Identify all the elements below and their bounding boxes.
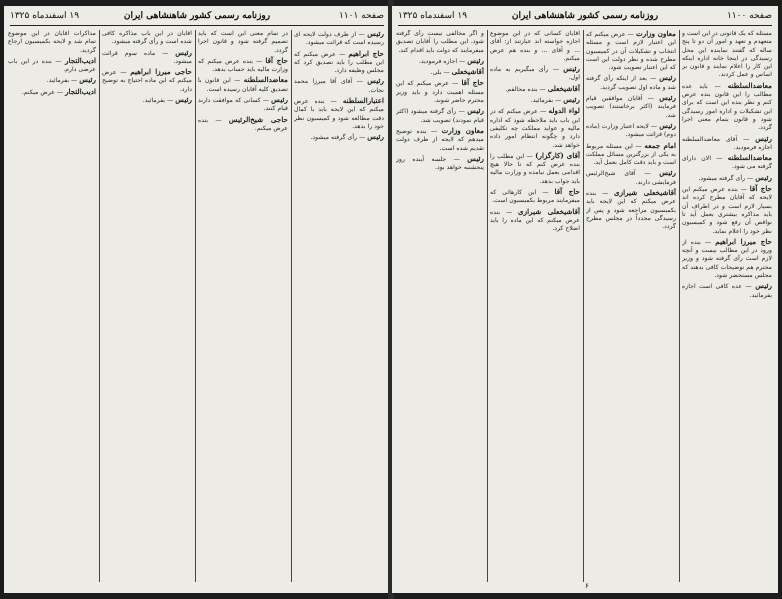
speech-entry	[490, 208, 580, 234]
column-divider	[583, 30, 584, 582]
speech-text: این مسئله مربوط به یکی از بزرگترین مسائل مملکت است و باید دقت کامل بعمل آید.	[586, 142, 676, 167]
speech-entry	[102, 68, 192, 94]
speech-text: اجازه فرمودید.	[418, 57, 458, 65]
speaker-separator: —	[648, 122, 660, 130]
speaker-separator: —	[165, 97, 176, 105]
speaker-name: رئیس	[659, 120, 676, 130]
speech-entry	[682, 238, 772, 280]
page-number: صفحه ۱۱۰۰	[726, 11, 772, 21]
speaker-name: رئیس	[271, 95, 288, 105]
speaker-separator: —	[456, 108, 468, 116]
speech-text: کسانی که موافقت دارند قیام کنند.	[198, 97, 288, 113]
speaker-name: ادیب‌التجار	[65, 86, 96, 96]
speaker-separator: —	[524, 152, 536, 160]
speaker-name: آقای (کارگزار)	[535, 150, 580, 160]
speech-text: عرض میکنم که این مطلب را باید تصدیق کرد که مجلس وظیفه دارد.	[294, 50, 384, 75]
speaker-name: معاضدالسلطنه	[727, 153, 772, 163]
speaker-name: لواء الدوله	[548, 106, 580, 116]
speaker-separator: —	[69, 77, 80, 85]
speaker-name: رئیس	[367, 76, 384, 86]
speech-text: آقایان کسانی که در این موضوع اجازه خواسته اند عبارتند از: آقای ... و آقای ... و بنده هم عرض میکنم.	[490, 30, 580, 62]
speech-text: رأی میگیریم به ماده اول.	[490, 66, 580, 82]
speech-text: این قانون با تصدیق کلیه آقایان رسیده است.	[198, 77, 288, 93]
speaker-separator: —	[457, 57, 468, 65]
speech-text: بنده عرض میکنم که وزارت مالیه باید حساب بدهد.	[198, 57, 288, 74]
speech-entry	[396, 30, 484, 55]
speaker-separator: —	[446, 155, 468, 163]
speech-text: بنده عرض میکنم.	[198, 116, 288, 132]
speech-text: بنده مخالفم.	[505, 85, 538, 93]
speaker-name: رئیس	[755, 281, 772, 291]
speech-text: عده کافی است اجازه بفرمائید.	[682, 283, 772, 299]
speech-text: بنده در این باب عرضی دارم.	[8, 57, 96, 74]
speech-entry	[682, 185, 772, 236]
speech-entry	[682, 282, 772, 300]
speech-entry	[294, 77, 384, 95]
speech-entry	[198, 96, 288, 114]
speech-text: در تمام معنی این است که باید تصمیم گرفته شود و قانون اجرا گردد.	[198, 30, 288, 54]
column-divider	[679, 30, 680, 582]
speaker-name: معاضدالسلطنه	[727, 80, 772, 90]
speaker-separator: —	[737, 186, 750, 194]
speaker-separator: —	[448, 80, 462, 88]
page-header	[10, 9, 384, 26]
speech-entry	[396, 79, 484, 105]
speech-text: رأی گرفته میشود.	[310, 134, 358, 142]
speaker-name: امام جمعه	[644, 140, 676, 150]
speaker-name: رئیس	[467, 153, 484, 163]
column-divider	[195, 30, 196, 582]
speaker-name: رئیس	[563, 64, 580, 74]
speaker-name: حاج آقا	[554, 187, 580, 197]
speaker-separator: —	[700, 238, 716, 246]
speaker-separator: —	[54, 88, 66, 96]
speech-text: رأی گرفته میشود (اکثر قیام نمودند) تصویب شد.	[396, 108, 484, 124]
speech-entry	[198, 30, 288, 55]
speaker-name: حاج میرزا ابراهیم	[715, 236, 772, 246]
speaker-name: رئیس	[563, 95, 580, 105]
speech-text: الان دارای گرفته می شود.	[682, 155, 772, 171]
speaker-name: آقاشیخعلی	[547, 83, 580, 93]
speech-text: بفرمائید.	[142, 97, 166, 105]
speech-entry	[396, 155, 484, 173]
speech-entry	[8, 30, 96, 55]
speaker-separator: —	[548, 66, 564, 74]
speech-entry	[490, 96, 580, 105]
speech-entry	[490, 65, 580, 83]
speech-entry	[682, 154, 772, 172]
speech-entry	[102, 49, 192, 67]
speaker-name: آقاشیخعلی شیرازی	[614, 188, 676, 198]
column-divider	[99, 30, 100, 582]
speech-entry	[490, 85, 580, 94]
speech-text: بنده عرض میکنم که این لایحه باید با کمال دقت مطالعه شود و کمیسیون نظر خود را بدهد.	[294, 98, 384, 130]
column-divider	[291, 30, 292, 582]
speaker-separator: —	[635, 170, 660, 178]
speaker-separator: —	[646, 75, 660, 83]
speech-text: عرض میکنم که این ماده احتیاج به توضیح دارد.	[102, 69, 192, 93]
speech-entry	[8, 76, 96, 85]
column-divider	[487, 30, 488, 582]
speaker-separator: —	[537, 85, 548, 93]
speaker-name: رئیس	[79, 75, 96, 85]
speaker-name: حاجی میرزا ابراهیم	[130, 67, 192, 77]
speech-entry	[294, 97, 384, 131]
speaker-separator: —	[335, 50, 349, 58]
speech-entry	[396, 68, 484, 77]
speech-text: آقایان در این باب مذاکره کافی شده است و رأی گرفته میشود.	[102, 30, 192, 46]
speaker-name: معاضدالسلطنه	[243, 75, 288, 85]
speech-text: عرض میکنم.	[21, 88, 55, 96]
speaker-separator: —	[500, 208, 519, 216]
speaker-separator: —	[116, 69, 131, 77]
page-number: صفحه ۱۱۰۱	[338, 11, 384, 21]
speech-text: عرض میکنم که این مسئله اهمیت دارد و باید وزیر محترم حاضر شوند.	[396, 80, 484, 105]
speaker-name: آقاشیخعلی شیرازی	[518, 206, 580, 216]
speaker-separator: —	[737, 135, 756, 143]
speech-entry	[682, 30, 772, 80]
speech-text: بفرمائید.	[46, 77, 70, 85]
speech-text: رأی گرفته میشود.	[698, 174, 746, 182]
speaker-name: ادیب‌التجار	[65, 55, 96, 65]
speech-text: ماده سوم قرائت میشود.	[102, 49, 192, 65]
speech-entry	[198, 76, 288, 94]
speaker-separator: —	[711, 155, 728, 163]
speaker-separator: —	[632, 142, 645, 150]
speech-entry	[586, 142, 676, 168]
speaker-separator: —	[252, 57, 266, 65]
page-footer-number: ۶	[585, 582, 589, 590]
issue-date: ۱۹ اسفندماه ۱۳۲۵	[398, 11, 468, 21]
speaker-separator: —	[441, 69, 452, 77]
speech-text: آقای شیخ‌الرئیس فرمایشی دارند.	[586, 170, 676, 186]
speech-text: مذاکرات آقایان در این موضوع تمام شد و لایحه بکمیسیون ارجاع گردید.	[8, 30, 96, 54]
speaker-name: حاج آقا	[749, 184, 772, 194]
speaker-name: حاج آقا	[265, 55, 288, 65]
speaker-separator: —	[230, 77, 244, 85]
column-1	[682, 30, 772, 582]
speech-text: بنده عرض میکنم که این ماده را باید اصلاح کرد.	[490, 208, 580, 233]
speaker-separator: —	[51, 57, 66, 65]
speaker-name: رئیس	[755, 172, 772, 182]
speaker-separator: —	[642, 95, 660, 103]
speaker-name: معاون وزارت	[635, 30, 676, 38]
speaker-separator: —	[155, 49, 176, 57]
speaker-separator: —	[426, 127, 442, 135]
speaker-separator: —	[324, 98, 343, 106]
speech-entry	[198, 116, 288, 134]
column-3	[102, 30, 192, 582]
speech-text: آقایان موافقین قیام فرمایند (اکثر برخاستند) تصویب شد.	[586, 95, 676, 119]
speech-entry	[490, 152, 580, 186]
right-page	[392, 6, 778, 593]
speaker-separator: —	[596, 190, 615, 198]
speech-text: بنده عرض میکنم این لایحه که آقایان مطرح کرده اند بسیار لازم است و در اطراف آن باید مذاکره بیشتری بعمل آید تا نواقص آن رفع شود و کمیسیون نظر خود را اعلام نماید.	[682, 186, 772, 235]
speaker-name: حاج ابراهیم	[348, 48, 384, 58]
speaker-separator: —	[745, 174, 756, 182]
speech-text: از طرف دولت لایحه ای رسیده است که قرائت میشود.	[294, 31, 384, 47]
speech-text: عرض میکنم که این اعتبار لازم است و مسئله انتخاب و تشکیلات آن در کمیسیون مطرح شده و نظر دولت این است که این اعتبار تصویب شود.	[586, 31, 676, 72]
speaker-separator: —	[260, 97, 272, 105]
speaker-name: آقاشیخعلی	[451, 67, 484, 77]
speaker-name: رئیس	[755, 133, 772, 143]
speech-text: آقای آقا میرزا محمد نجات.	[294, 78, 384, 94]
speech-entry	[586, 30, 676, 72]
speech-text: و اگر مخالفی نیست رأی گرفته شود. این مطلب را آقایان تصدیق میفرمایند که دولت باید اقدام کند.	[396, 30, 484, 54]
left-page	[4, 6, 390, 593]
speaker-name: رئیس	[659, 168, 676, 178]
column-4	[396, 30, 484, 582]
speech-text: بلی.	[430, 69, 442, 77]
speaker-name: رئیس	[367, 132, 384, 142]
speech-entry	[294, 30, 384, 48]
speaker-separator: —	[625, 31, 636, 38]
speaker-name: اعتبارالسلطنه	[342, 96, 384, 106]
page-header	[398, 9, 772, 26]
speech-entry	[490, 107, 580, 149]
speech-entry	[294, 133, 384, 142]
speech-entry	[102, 30, 192, 47]
speaker-name: رئیس	[175, 95, 192, 105]
issue-date: ۱۹ اسفندماه ۱۳۲۵	[10, 11, 80, 21]
speech-text: این مطلب را بنده عرض کنم که تا حالا هیچ اقدامی بعمل نیامده و وزارت مالیه باید جواب بدهد.	[490, 152, 580, 185]
speech-entry	[8, 57, 96, 75]
speaker-name: حاج آقا	[461, 78, 484, 88]
speech-text: آقای معاضدالسلطنه اجازه فرمودید.	[682, 135, 772, 151]
speaker-separator: —	[537, 108, 549, 116]
speaker-separator: —	[352, 78, 368, 86]
column-2	[586, 30, 676, 582]
speech-text: بنده عرض میکنم که این لایحه باید بکمیسیون مراجعه شود و پس از رسیدگی مجدداً در مجلس مطرح گردد.	[586, 190, 676, 231]
speech-text: بعد از اینکه رأی گرفته شد و ماده اول تصویب گردید.	[586, 75, 676, 91]
speech-text: لایحه اعتبار وزارت (ماده دوم) قرائت میشود.	[586, 122, 676, 139]
speaker-name: رئیس	[467, 55, 484, 65]
speech-text: جلسه آینده روز پنجشنبه خواهد بود.	[396, 155, 484, 172]
speaker-separator: —	[536, 189, 555, 197]
speaker-name: رئیس	[659, 93, 676, 103]
speech-text: بفرمائید.	[530, 97, 554, 105]
speech-entry	[490, 30, 580, 63]
speaker-name: حاجی شیخ‌الرئیس	[228, 114, 288, 124]
speech-text: بنده توضیح میدهم که لایحه از طرف دولت تقدیم شده است.	[396, 127, 484, 152]
speech-entry	[8, 88, 96, 97]
speaker-separator: —	[553, 97, 564, 105]
speech-text: عرض میکنم که در این باب باید ملاحظه شود که اداره مالیه و عواید مملکت چه تکلیفی دارد و چگونه انتظام امور داده خواهد شد.	[490, 108, 580, 149]
column-2	[198, 30, 288, 582]
speech-text: مسئله که یک قانونی در این است و متعهدم و تعهد و امور آن دو تا پنج ساله که گفتند نماینده این محل رسیدگی در اینجا خانه اداره اینکه این کار را اعلام نمایند و قانون بر اساس و عمل کردند.	[682, 30, 772, 79]
newspaper-title: روزنامه رسمی کشور شاهنشاهی ایران	[511, 11, 659, 21]
speech-entry	[396, 107, 484, 125]
newspaper-title: روزنامه رسمی کشور شاهنشاهی ایران	[123, 11, 271, 21]
speech-entry	[198, 57, 288, 75]
speaker-name: رئیس	[467, 106, 484, 116]
column-4	[8, 30, 96, 582]
speaker-separator: —	[208, 116, 229, 124]
speaker-separator: —	[357, 134, 368, 142]
speaker-name: معاون وزارت	[441, 125, 484, 135]
speaker-separator: —	[707, 82, 728, 90]
speech-text: این کارهائی که میفرمایند مربوط بکمیسیون است.	[490, 189, 580, 205]
speech-text: باید عده مطالب را این قانون بنده عرض کنم و نظر بنده این است که برای این تشکیلات و اداره امور رسیدگی شود و قانون بتمام معنی اجرا گردد.	[682, 82, 772, 132]
speech-entry	[294, 50, 384, 76]
speech-entry	[682, 82, 772, 133]
column-1	[294, 30, 384, 582]
speech-entry	[396, 57, 484, 66]
speaker-name: رئیس	[659, 73, 676, 83]
speech-entry	[586, 169, 676, 187]
column-3	[490, 30, 580, 582]
speaker-separator: —	[742, 283, 756, 291]
speech-entry	[682, 174, 772, 183]
speaker-name: رئیس	[175, 47, 192, 57]
speech-entry	[586, 189, 676, 231]
speech-text: بنده از ورود در این مطالب نیست و آنچه لازم است رأی گرفته شود و وزیر محترم هم توضیحات کافی بدهند که مجلس مستحضر شود.	[682, 238, 772, 280]
speech-entry	[586, 94, 676, 120]
speech-entry	[490, 188, 580, 206]
speech-entry	[396, 127, 484, 153]
speaker-name: رئیس	[367, 30, 384, 38]
speech-entry	[102, 96, 192, 105]
speaker-separator: —	[356, 31, 368, 38]
speech-entry	[682, 135, 772, 153]
speech-entry	[586, 74, 676, 92]
speech-entry	[586, 122, 676, 140]
